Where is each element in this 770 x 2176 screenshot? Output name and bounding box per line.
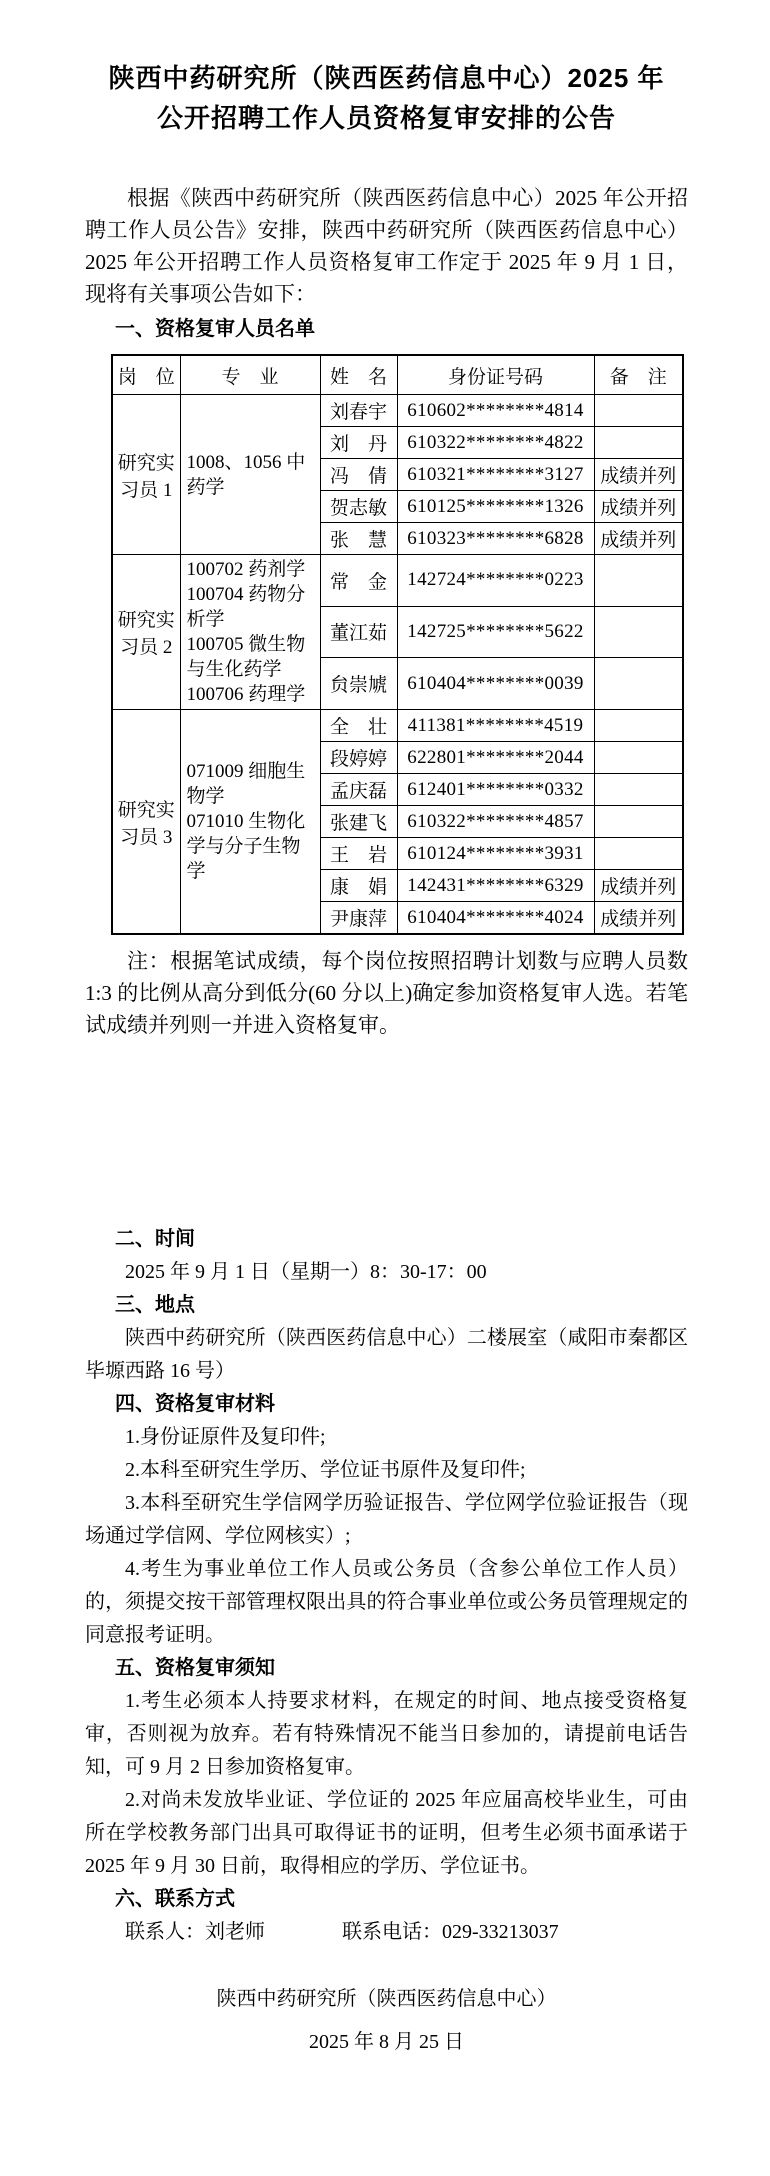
major-cell (180, 395, 320, 555)
name-cell: 冯 倩 (320, 459, 397, 491)
note-cell: 成绩并列 (594, 902, 683, 935)
section4-item: 2.本科至研究生学历、学位证书原件及复印件; (125, 1459, 526, 1481)
section3-text: 陕西中药研究所（陕西医药信息中心）二楼展室（咸阳市秦都区毕塬西路 16 号） (85, 1327, 688, 1382)
major-line: 1008、1056 中药学 (186, 451, 306, 498)
id-cell: 610125********1326 (397, 491, 594, 523)
issue-date: 2025 年 8 月 25 日 (309, 2031, 464, 2053)
id-cell: 610602********4814 (397, 395, 594, 427)
name-cell: 贺志敏 (320, 491, 397, 523)
roster-table (111, 354, 684, 935)
section4-item: 4.考生为事业单位工作人员或公务员（含参公单位工作人员）的，须提交按干部管理权限出具的符合事业单位或公务员管理规定的同意报考证明。 (85, 1558, 688, 1646)
name-cell: 康 娟 (320, 870, 397, 902)
note-cell (594, 774, 683, 806)
id-cell: 411381********4519 (397, 710, 594, 742)
doc-title-line2: 公开招聘工作人员资格复审安排的公告 (156, 103, 616, 133)
major-cell (180, 710, 320, 935)
section5-item: 2.对尚未发放毕业证、学位证的 2025 年应届高校毕业生，可由所在学校教务部门出具可取得证书的证明，但考生必须书面承诺于 2025 年 9 月 30 日前，取得相应的学历、学位证书。 (85, 1789, 688, 1877)
name-cell: 张 慧 (320, 523, 397, 555)
name-cell: 段婷婷 (320, 742, 397, 774)
major-line: 100706 药理学 (186, 684, 306, 705)
position-cell: 研究实习员 3 (112, 710, 180, 935)
page-gap (85, 1041, 688, 1223)
section4-item: 3.本科至研究生学信网学历验证报告、学位网学位验证报告（现场通过学信网、学位网核实）; (85, 1492, 688, 1547)
id-cell: 610321********3127 (397, 459, 594, 491)
name-cell: 张建飞 (320, 806, 397, 838)
name-cell: 刘春宇 (320, 395, 397, 427)
name-cell: 贠崇虓 (320, 658, 397, 710)
doc-title (85, 58, 688, 138)
header-position: 岗 位 (112, 355, 180, 395)
note-cell (594, 395, 683, 427)
id-cell: 610404********4024 (397, 902, 594, 935)
section4-heading: 四、资格复审材料 (115, 1393, 275, 1415)
major-line: 100704 药物分析学 (186, 584, 306, 630)
id-cell: 612401********0332 (397, 774, 594, 806)
note-cell (594, 710, 683, 742)
name-cell: 孟庆磊 (320, 774, 397, 806)
name-cell: 刘 丹 (320, 427, 397, 459)
id-cell: 142724********0223 (397, 555, 594, 607)
major-line: 071009 细胞生物学 (186, 761, 306, 807)
table-note: 注：根据笔试成绩，每个岗位按照招聘计划数与应聘人员数 1:3 的比例从高分到低分(60 分以上)确定参加资格复审人选。若笔试成绩并列则一并进入资格复审。 (85, 949, 688, 1037)
table-row (112, 395, 683, 427)
note-cell (594, 838, 683, 870)
section6-heading: 六、联系方式 (115, 1888, 235, 1910)
major-line: 100705 微生物与生化药学 (186, 634, 306, 680)
name-cell: 王 岩 (320, 838, 397, 870)
header-note: 备 注 (594, 355, 683, 395)
section1-heading: 一、资格复审人员名单 (115, 318, 315, 340)
id-cell: 142725********5622 (397, 606, 594, 658)
table-row (112, 555, 683, 607)
note-cell (594, 658, 683, 710)
note-cell (594, 742, 683, 774)
id-cell: 610124********3931 (397, 838, 594, 870)
note-cell: 成绩并列 (594, 459, 683, 491)
name-cell: 董江茹 (320, 606, 397, 658)
note-cell: 成绩并列 (594, 870, 683, 902)
major-line: 071010 生物化学与分子生物学 (186, 811, 306, 882)
id-cell: 622801********2044 (397, 742, 594, 774)
section3-heading: 三、地点 (115, 1294, 195, 1316)
id-cell: 610322********4822 (397, 427, 594, 459)
name-cell: 全 壮 (320, 710, 397, 742)
section5-heading: 五、资格复审须知 (115, 1657, 275, 1679)
id-cell: 142431********6329 (397, 870, 594, 902)
position-cell: 研究实习员 1 (112, 395, 180, 555)
contact-person: 联系人：刘老师 (125, 1921, 265, 1943)
section2-heading: 二、时间 (115, 1228, 195, 1250)
section5-item: 1.考生必须本人持要求材料，在规定的时间、地点接受资格复审，否则视为放弃。若有特殊情况不能当日参加的，请提前电话告知，可 9 月 2 日参加资格复审。 (85, 1690, 688, 1778)
position-cell: 研究实习员 2 (112, 555, 180, 710)
header-major: 专 业 (180, 355, 320, 395)
section4-item: 1.身份证原件及复印件; (125, 1426, 326, 1448)
table-row (112, 710, 683, 742)
name-cell: 尹康萍 (320, 902, 397, 935)
contact-phone: 联系电话：029-33213037 (342, 1921, 559, 1943)
id-cell: 610404********0039 (397, 658, 594, 710)
issuer-signature: 陕西中药研究所（陕西医药信息中心） (216, 1988, 557, 2010)
intro-paragraph: 根据《陕西中药研究所（陕西医药信息中心）2025 年公开招聘工作人员公告》安排，陕西中药研究所（陕西医药信息中心）2025 年公开招聘工作人员资格复审工作定于 2025 年 9 月 1 日，现将有关事项公告如下： (85, 186, 688, 306)
note-cell (594, 806, 683, 838)
note-cell (594, 555, 683, 607)
name-cell: 常 金 (320, 555, 397, 607)
doc-title-line1: 陕西中药研究所（陕西医药信息中心）2025 年 (108, 63, 665, 93)
header-name: 姓 名 (320, 355, 397, 395)
contact-line (85, 1916, 688, 1949)
note-cell: 成绩并列 (594, 491, 683, 523)
major-line: 100702 药剂学 (186, 559, 306, 580)
note-cell (594, 606, 683, 658)
major-cell (180, 555, 320, 710)
table-header-row (112, 355, 683, 395)
note-cell: 成绩并列 (594, 523, 683, 555)
id-cell: 610322********4857 (397, 806, 594, 838)
section2-text: 2025 年 9 月 1 日（星期一）8：30-17：00 (125, 1261, 487, 1283)
id-cell: 610323********6828 (397, 523, 594, 555)
header-id: 身份证号码 (397, 355, 594, 395)
note-cell (594, 427, 683, 459)
